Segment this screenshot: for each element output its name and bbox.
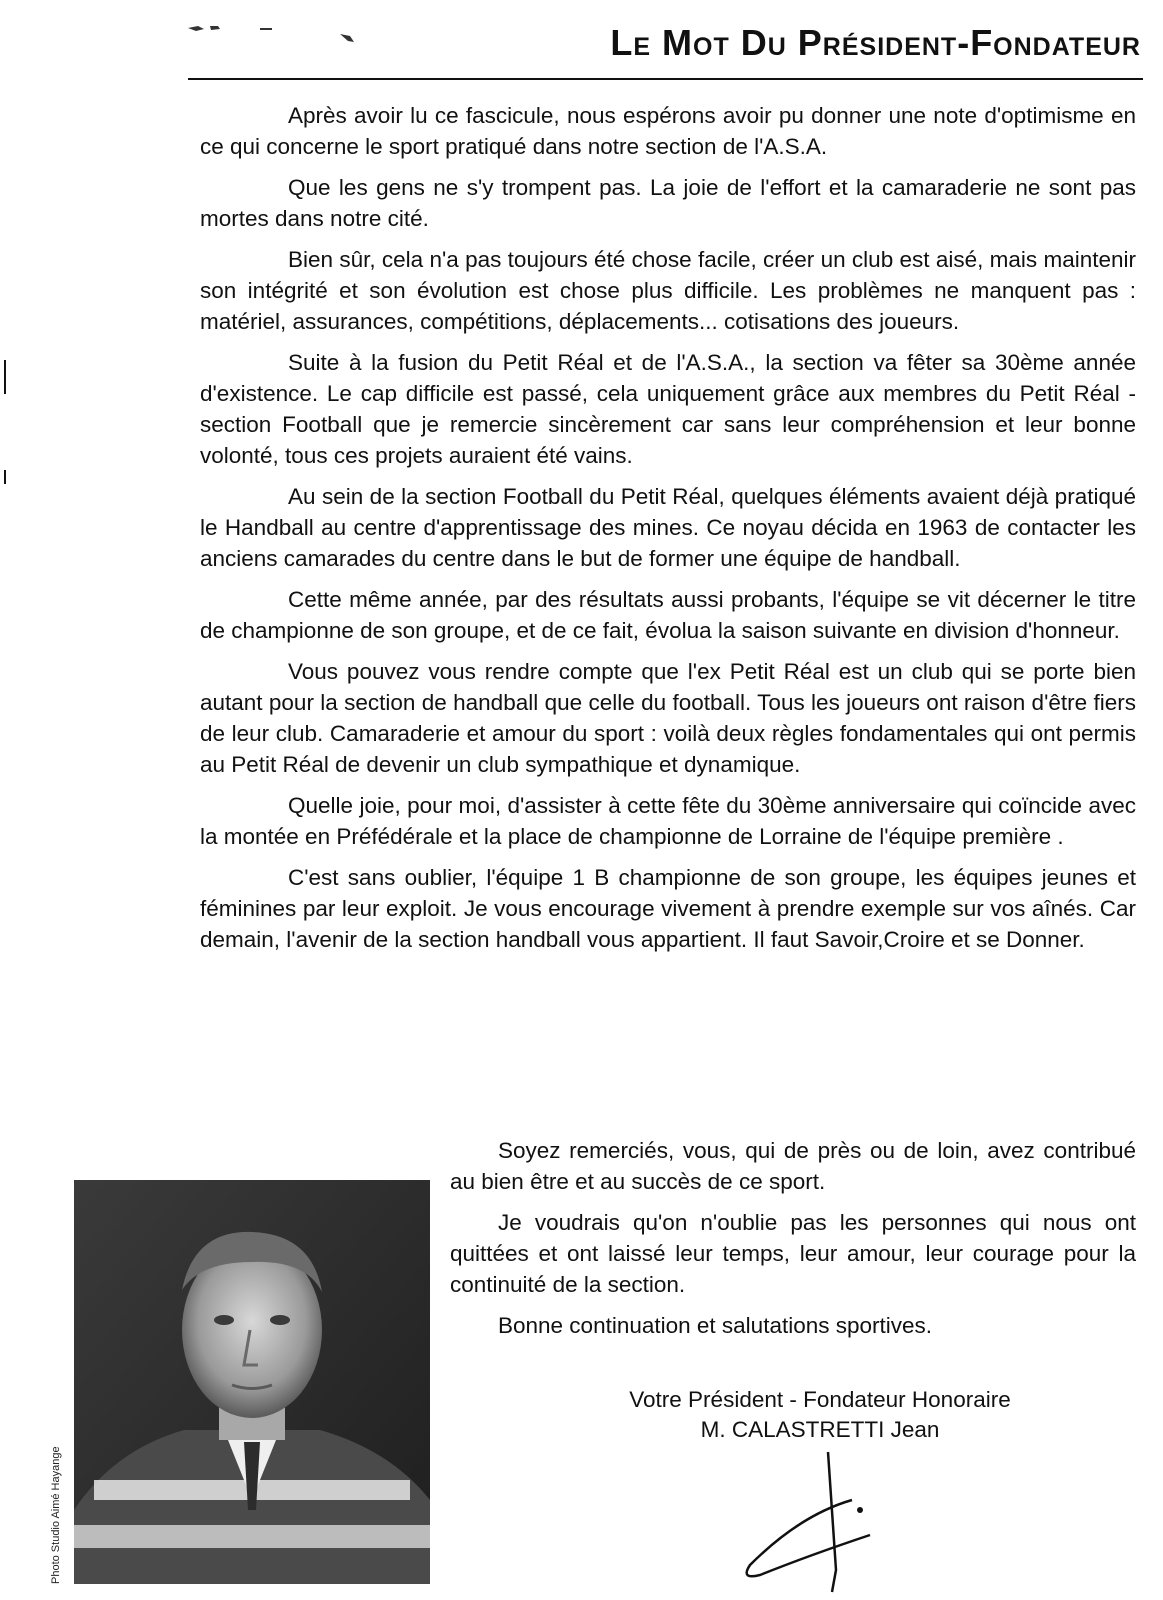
paragraph: Soyez remerciés, vous, qui de près ou de loin, avez contribué au bien être et au succès de ce sport.	[450, 1138, 1136, 1194]
paragraph: Je voudrais qu'on n'oublie pas les personnes qui nous ont quittées et ont laissé leur temps, leur amour, leur courage pour la continuité de la section.	[450, 1210, 1136, 1297]
print-specks	[180, 18, 380, 48]
photo-credit: Photo Studio Aimé Hayange	[50, 1446, 62, 1584]
letter-closing	[450, 1135, 1136, 1351]
president-portrait	[74, 1180, 430, 1584]
signature-name: M. CALASTRETTI Jean	[700, 1417, 940, 1442]
paragraph: Après avoir lu ce fascicule, nous espérons avoir pu donner une note d'optimisme en ce qui concerne le sport pratiqué dans notre section de l'A.S.A.	[200, 103, 1136, 159]
paragraph: Bien sûr, cela n'a pas toujours été chose facile, créer un club est aisé, mais maintenir son intégrité et son évolution est chose plus difficile. Les problèmes ne manquent pas : matériel, assurances, compétitions, déplacements... cotisations des joueurs.	[200, 247, 1136, 334]
signature-block	[590, 1385, 1050, 1445]
margin-mark	[4, 470, 6, 484]
paragraph: C'est sans oublier, l'équipe 1 B championne de son groupe, les équipes jeunes et féminines par leur exploit. Je vous encourage vivement à prendre exemple sur vos aînés. Car demain, l'avenir de la section handball vous appartient. Il faut Savoir,Croire et se Donner.	[200, 865, 1136, 952]
handwritten-signature	[740, 1450, 890, 1595]
page-title: Le Mot Du Président-Fondateur	[610, 22, 1141, 63]
paragraph: Bonne continuation et salutations sportives.	[498, 1313, 933, 1338]
title-rule	[188, 78, 1143, 80]
margin-mark	[4, 360, 6, 394]
letter-body	[200, 100, 1136, 965]
paragraph: Que les gens ne s'y trompent pas. La joie de l'effort et la camaraderie ne sont pas mortes dans notre cité.	[200, 175, 1136, 231]
paragraph: Au sein de la section Football du Petit Réal, quelques éléments avaient déjà pratiqué le Handball au centre d'apprentissage des mines. Ce noyau décida en 1963 de contacter les anciens camarades du centre dans le but de former une équipe de handball.	[200, 484, 1136, 571]
paragraph: Quelle joie, pour moi, d'assister à cette fête du 30ème anniversaire qui coïncide avec la montée en Préfédérale et la place de championne de Lorraine de l'équipe première .	[200, 793, 1136, 849]
paragraph: Cette même année, par des résultats aussi probants, l'équipe se vit décerner le titre de championne de son groupe, et de ce fait, évolua la saison suivante en division d'honneur.	[200, 587, 1136, 643]
paragraph: Suite à la fusion du Petit Réal et de l'A.S.A., la section va fêter sa 30ème année d'existence. Le cap difficile est passé, cela uniquement grâce aux membres du Petit Réal - section Football que je remercie sincèrement car sans leur compréhension et leur bonne volonté, tous ces projets auraient été vains.	[200, 350, 1136, 468]
paragraph: Vous pouvez vous rendre compte que l'ex Petit Réal est un club qui se porte bien autant pour la section de handball que celle du football. Tous les joueurs ont raison d'être fiers de leur club. Camaraderie et amour du sport : voilà deux règles fondamentales qui ont permis au Petit Réal de devenir un club sympathique et dynamique.	[200, 659, 1136, 777]
signature-title: Votre Président - Fondateur Honoraire	[629, 1387, 1011, 1412]
